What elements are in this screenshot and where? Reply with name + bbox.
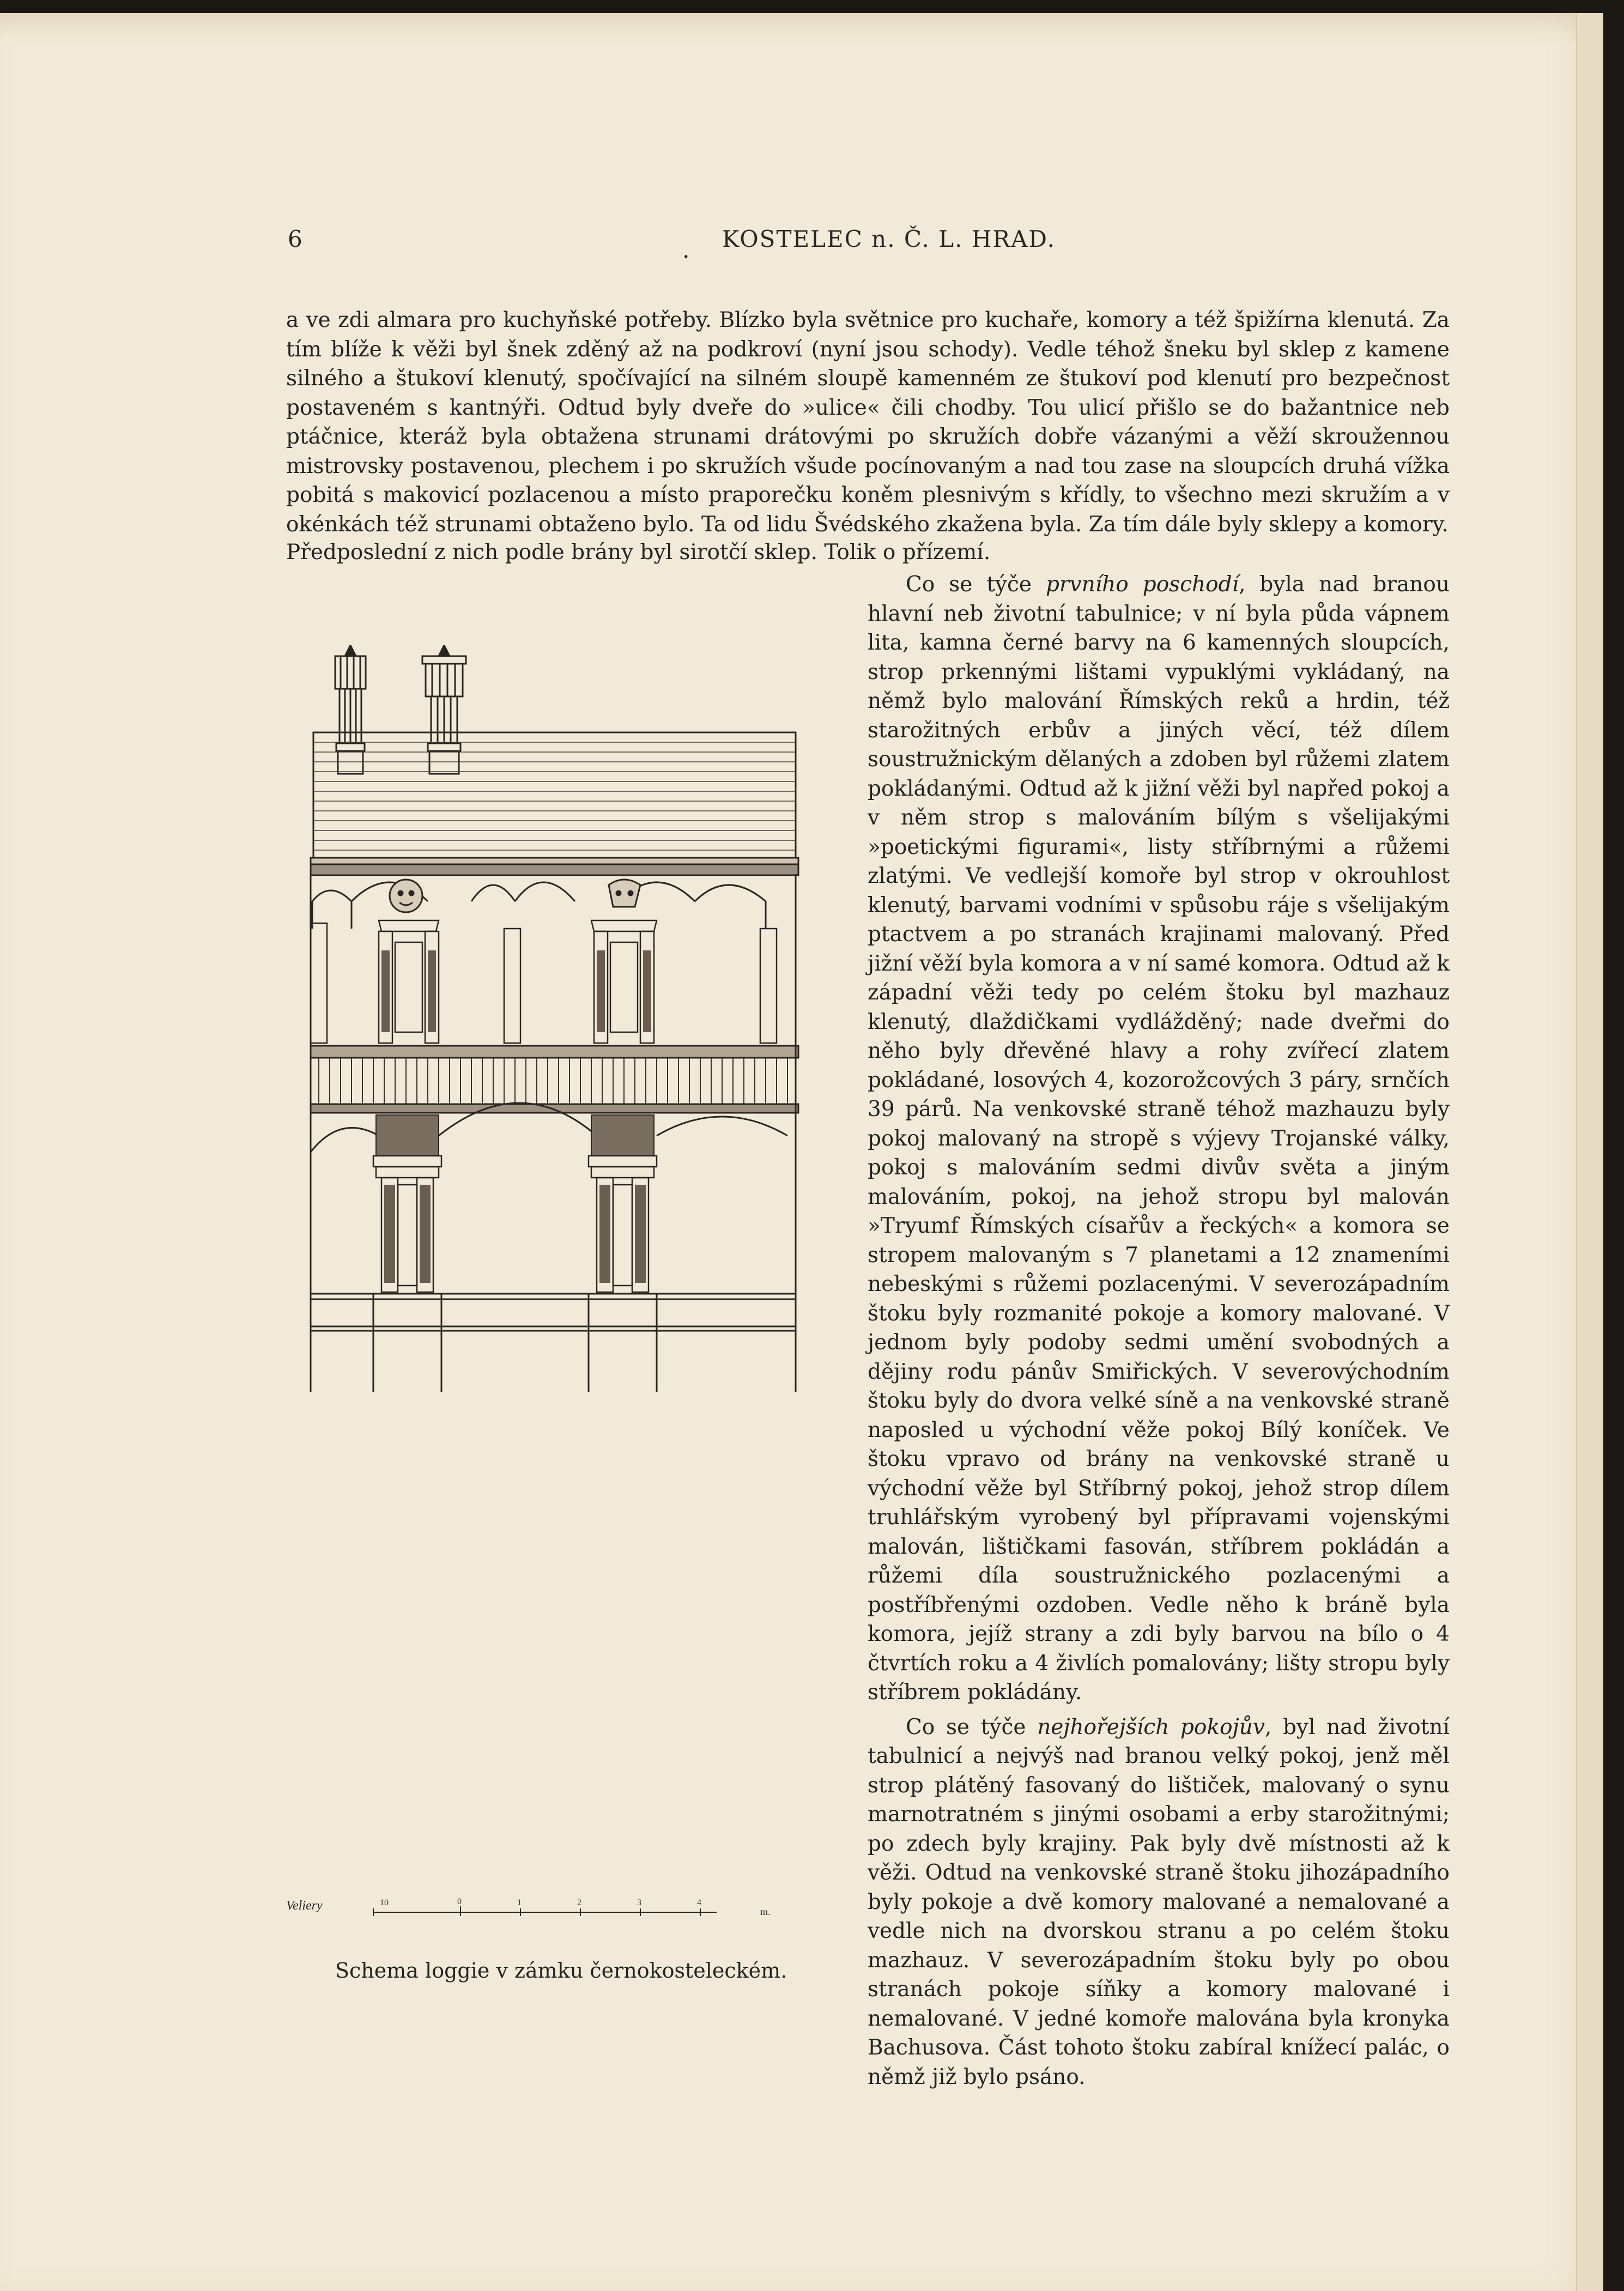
right-column xyxy=(868,570,1450,2092)
loggia-drawing xyxy=(286,645,826,1392)
scale-label-2: 2 xyxy=(577,1898,581,1907)
right-chimney xyxy=(422,645,466,774)
page xyxy=(0,13,1602,2291)
body-top-paragraph: a ve zdi almara pro kuchyňské potřeby. Blízko byla světnice pro kuchaře, komory a též špižírna klenutá. Za tím blíže k věži byl šnek zděný až na podkroví (nyní jsou schody). Vedle téhož šneku byl sklep z kamene silného a štukoví klenutý, spočívající na silném sloupě kamenném ze štukoví pod klenutí pro bezpečnost postaveném s kantnýři. Odtud byly dveře do »ulice« čili chodby. Tou ulicí přišlo se do bažantnice neb ptáčnice, kteráž byla obtažena strunami drátovými po skružích dobře vázanými a věží skroužennou mistrovsky postavenou, plechem i po skružích všude pocínovaným a nad tou zase na sloupcích druhá vížka pobitá s makovicí pozlacenou a místo praporečku koněm plesnivým s křídly, to všechno mezi skružím a v okénkách též strunami obtaženo bylo. Ta od lidu Švédského zkažena byla. Za tím dále byly sklepy a komory. xyxy=(286,308,1450,537)
para1-rest: , byla nad branou hlavní neb životní tabulnice; v ní byla půda vápnem lita, kamna černé barvy na 6 kamenných sloupcích, strop prkennými lištami vypuklými vykládaný, na němž bylo malování Římských reků a hrdin, též starožitných erbův a jiných věcí, též dílem soustružnickým dělaných a zdoben byl růžemi zlatem pokládanými. Odtud až k jižní věži byl napřed pokoj a v něm strop s malováním bílým s všelijakými »poetickými figurami«, listy stříbrnými a růžemi zlatými. Ve vedlejší komoře byl strop v okrouhlost klenutý, barvami vodními v spůsobu ráje s všelijakým ptactvem a po stranách krajinami malovaný. Před jižní věží byla komora a v ní samé komora. Odtud až k západní věži tedy po celém štoku byl mazhauz klenutý, dlaždičkami vydlážděný; nade dveřmi do něho byly dřevěné hlavy a rohy zvířecí zlatem pokládané, losových 4, kozorožcových 3 páry, srnčích 39 párů. Na venkovské straně téhož mazhauzu byly pokoj malovaný na stropě s výjevy Trojanské války, pokoj s malováním sedmi divův světa a jiným malováním, pokoj, na jehož stropu byl malován »Tryumf Římských císařův a řeckých« a komora se stropem malovaným s 7 planetami a 12 znameními nebeskými s růžemi pozlacenými. V severozápadním štoku byly rozmanité pokoje a komory malované. V jednom byly podoby sedmi umění svobodných a dějiny rodu pánův Smiřických. V severovýchodním štoku byly do dvora velké síně a na venkovské straně naposled u východní věže pokoj Bílý koníček. Ve štoku vpravo od brány na venkovské straně u východní věže byl Stříbrný pokoj, jehož strop dílem truhlářským vyrobený byl přípravami vojenskými malován, lištičkami fasován, stříbrem pokládán a růžemi díla soustružnického pozlacenými a postříbřenými ozdoben. Vedle něho k bráně byla komora, jejíž strany a zdi byly barvou na bílo o 4 čtvrtích roku a 4 živlích pomalovány; lišty stropu byly stříbrem pokládány. xyxy=(868,572,1450,1705)
scale-bar xyxy=(286,1893,826,1926)
scale-label-3: 3 xyxy=(637,1898,641,1907)
running-head: KOSTELEC n. Č. L. HRAD. xyxy=(722,226,1056,252)
para1-lead: Co se týče xyxy=(906,572,1046,597)
left-chimney xyxy=(335,645,366,774)
para2-rest: , byl nad životní tabulnicí a nejvýš nad branou velký pokoj, jenž měl strop plátěný fasovaný do lištiček, malovaný o synu marnotratném s jinými osobami a erby starožitnými; po zdech byly krajiny. Pak byly dvě místnosti až k věži. Odtud na venkovské straně štoku jihozápadního byly pokoje a dvě komory malované a nemalované a vedle nich na dvorskou stranu a po celém štoku mazhauz. V severozápadním štoku byly po obou stranách pokoje síňky a komory malované i nemalované. V jedné komoře malována byla kronyka Bachusova. Část tohoto štoku zabíral knížecí palác, o němž již bylo psáno. xyxy=(868,1714,1450,2089)
figure-caption: Schema loggie v zámku černokosteleckém. xyxy=(335,1959,787,1983)
body-top-last-line: Předposlední z nich podle brány byl sirotčí sklep. Tolik o přízemí. xyxy=(286,540,991,565)
para1-italic: prvního poschodí xyxy=(1045,572,1239,597)
para2-lead: Co se týče xyxy=(906,1714,1038,1740)
page-number: 6 xyxy=(288,226,302,252)
paragraph-first-floor xyxy=(868,570,1450,1707)
signature: Veliery xyxy=(286,1899,323,1913)
scale-label-4: 4 xyxy=(697,1898,701,1907)
paragraph-upper-rooms xyxy=(868,1713,1450,2092)
scale-label-1: 1 xyxy=(517,1898,522,1907)
scale-label-10: 10 xyxy=(380,1898,389,1907)
body-top xyxy=(286,306,1450,539)
scale-unit: m. xyxy=(760,1906,771,1917)
para2-italic: nejhořejších pokojův xyxy=(1037,1714,1265,1740)
page-edge xyxy=(1576,13,1603,2291)
header-dot: . xyxy=(682,237,690,263)
scale-label-0: 0 xyxy=(457,1897,462,1906)
